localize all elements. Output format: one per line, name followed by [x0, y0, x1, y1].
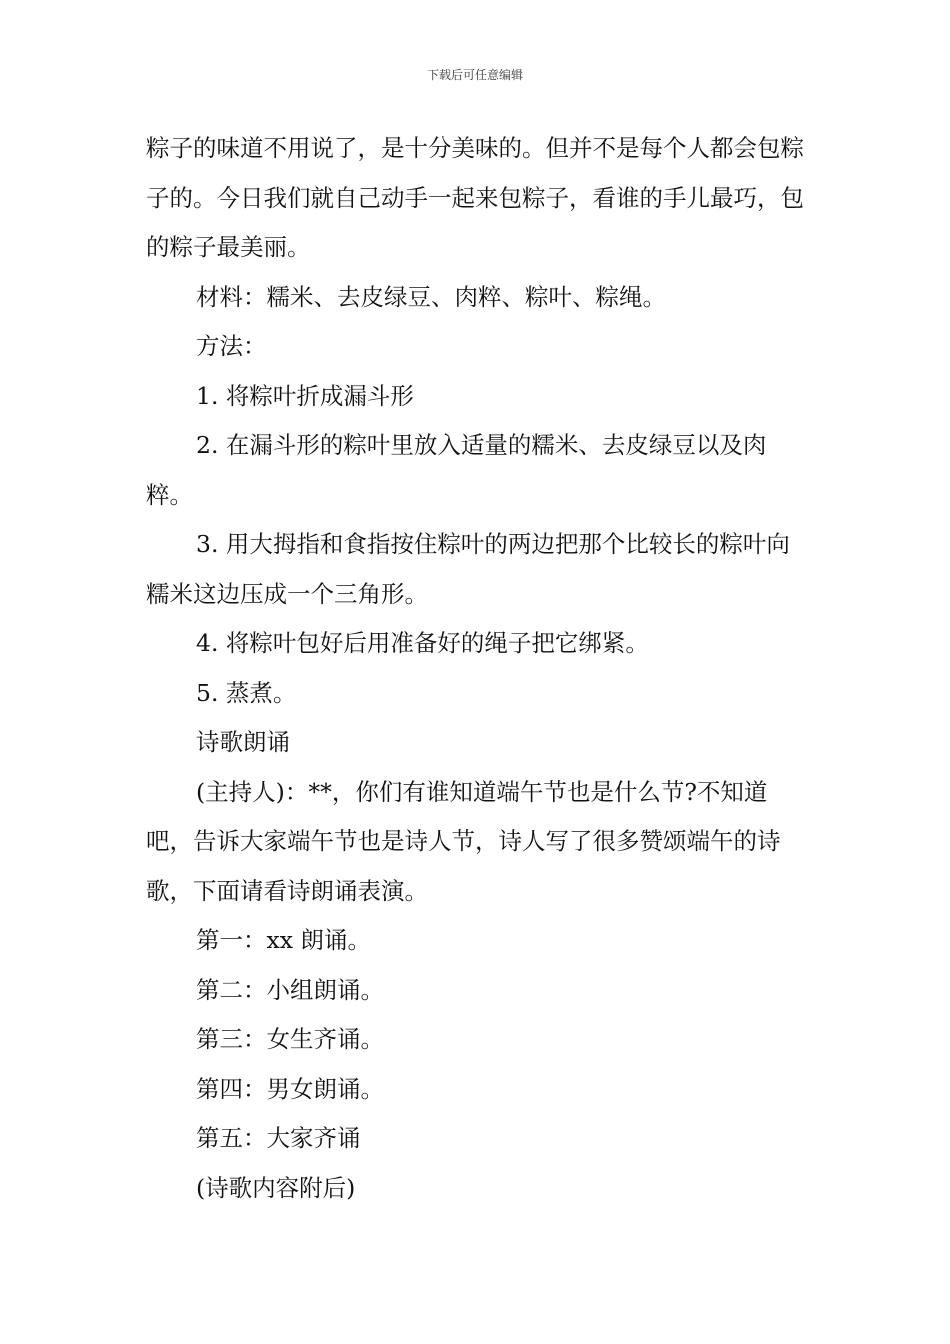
page-header: 下载后可任意编辑	[426, 68, 523, 82]
paragraph-intro: 粽子的味道不用说了，是十分美味的。但并不是每个人都会包粽子的。今日我们就自己动手一起来包粽子，看谁的手儿最巧，包的粽子最美丽。	[146, 134, 804, 261]
paragraph-step-2: 2. 在漏斗形的粽叶里放入适量的糯米、去皮绿豆以及肉粹。	[146, 431, 767, 509]
paragraph-program-2: 第二：小组朗诵。	[196, 975, 384, 1004]
paragraph-program-1: 第一：xx 朗诵。	[196, 926, 371, 954]
paragraph-program-3: 第三：女生齐诵。	[196, 1025, 384, 1053]
paragraph-step-1: 1. 将粽叶折成漏斗形	[196, 381, 414, 410]
paragraph-program-5: 第五：大家齐诵	[196, 1124, 361, 1152]
paragraph-step-3: 3. 用大拇指和食指按住粽叶的两边把那个比较长的粽叶向糯米这边压成一个三角形。	[146, 530, 790, 608]
paragraph-poetry-heading: 诗歌朗诵	[196, 728, 290, 756]
paragraph-step-5: 5. 蒸煮。	[196, 678, 297, 707]
paragraph-method-heading: 方法：	[196, 332, 267, 360]
paragraph-host-speech: (主持人)：**，你们有谁知道端午节也是什么节?不知道吧，告诉大家端午节也是诗人节，诗人写了很多赞颂端午的诗歌，下面请看诗朗诵表演。	[146, 777, 781, 905]
document-body	[146, 124, 808, 1213]
paragraph-program-4: 第四：男女朗诵。	[196, 1074, 384, 1103]
paragraph-appendix-note: (诗歌内容附后)	[196, 1173, 356, 1202]
paragraph-step-4: 4. 将粽叶包好后用准备好的绳子把它绑紧。	[196, 629, 649, 657]
paragraph-materials: 材料：糯米、去皮绿豆、肉粹、粽叶、粽绳。	[196, 282, 666, 311]
